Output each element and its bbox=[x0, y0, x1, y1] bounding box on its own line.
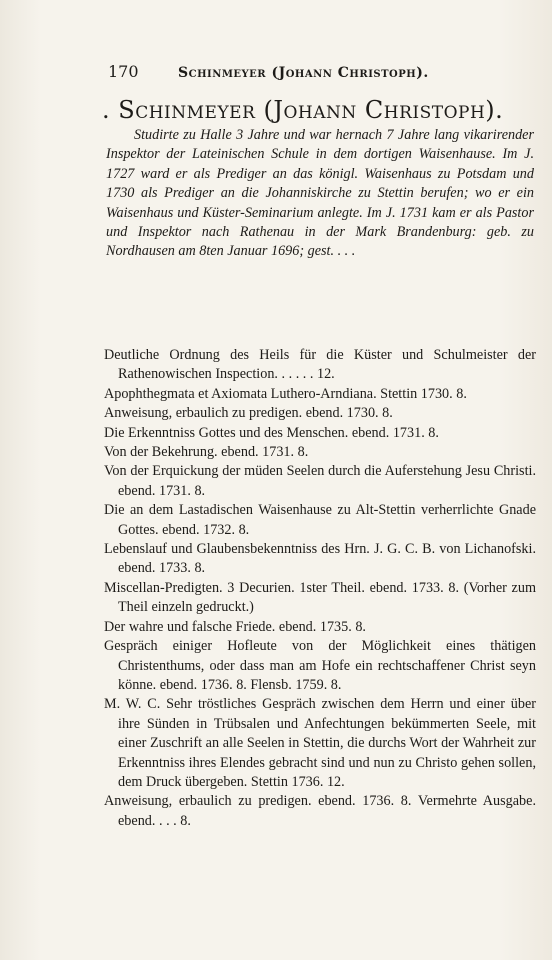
page-header bbox=[108, 62, 528, 81]
work-item: Die an dem Lastadischen Waisenhause zu Alt-Stettin verherrlichte Gnade Gottes. ebend. 1732. 8. bbox=[104, 502, 536, 538]
work-item: Anweisung, erbaulich zu predigen. ebend. 1730. 8. bbox=[104, 405, 393, 422]
work-item: Die Erkenntniss Gottes und des Menschen. ebend. 1731. 8. bbox=[104, 424, 439, 441]
work-item: Von der Bekehrung. ebend. 1731. 8. bbox=[104, 444, 309, 461]
work-item: Von der Erquickung der müden Seelen durch die Auferstehung Jesu Christi. ebend. 1731. 8. bbox=[104, 463, 536, 499]
work-item: Lebenslauf und Glaubensbekenntniss des Hrn. J. G. C. B. von Lichanofski. ebend. 1733. 8. bbox=[104, 541, 536, 577]
works-list bbox=[104, 346, 536, 831]
work-item: Miscellan-Predigten. 3 Decurien. 1ster Theil. ebend. 1733. 8. (Vorher zum Theil einzeln gedruckt.) bbox=[104, 579, 536, 616]
work-item: Anweisung, erbaulich zu predigen. ebend. 1736. 8. Vermehrte Ausgabe. ebend. . . . 8. bbox=[104, 793, 536, 829]
running-head: Schinmeyer (Johann Christoph). bbox=[178, 65, 429, 81]
work-item: Deutliche Ordnung des Heils für die Küster und Schulmeister der Rathenowischen Inspection. . . . . . 12. bbox=[104, 347, 536, 383]
entry-biography: Studirte zu Halle 3 Jahre und war hernach 7 Jahre lang vikarirender Inspektor der Lateinischen Schule in dem dortigen Waisenhause. Im J. 1727 ward er als Prediger an das königl. Waisenhaus zu Potsdam und 1730 als Prediger an die Johanniskirche zu Stettin berufen; wo er ein Waisenhaus und Küster-Seminarium anlegte. Im J. 1731 kam er als Pastor und Inspektor nach Rathenau in der Mark Brandenburg: geb. zu Nordhausen am 8ten Januar 1696; gest. . . . bbox=[106, 127, 534, 260]
work-item: Gespräch einiger Hofleute von der Möglichkeit eines thätigen Christenthums, oder dass man am Hofe ein rechtschaffener Christ seyn könne. ebend. 1736. 8. Flensb. 1759. 8. bbox=[104, 638, 536, 693]
entry-title: . Schinmeyer (Johann Christoph). bbox=[102, 96, 504, 124]
work-item: Der wahre und falsche Friede. ebend. 1735. 8. bbox=[104, 618, 366, 635]
work-item: Apophthegmata et Axiomata Luthero-Arndiana. Stettin 1730. 8. bbox=[104, 385, 467, 402]
work-item: M. W. C. Sehr tröstliches Gespräch zwischen dem Herrn und einer über ihre Sünden in Trübsalen und Anfechtungen bekümmerten Seele, mit einer Zuschrift an alle Seelen in Stettin, die durchs Wort der Wahrheit zur Erkenntniss ihres Elendes gebracht sind und nun zu Christo gehen sollen, dem Druck übergeben. Stettin 1736. 12. bbox=[104, 696, 536, 790]
page-number: 170 bbox=[108, 62, 139, 81]
